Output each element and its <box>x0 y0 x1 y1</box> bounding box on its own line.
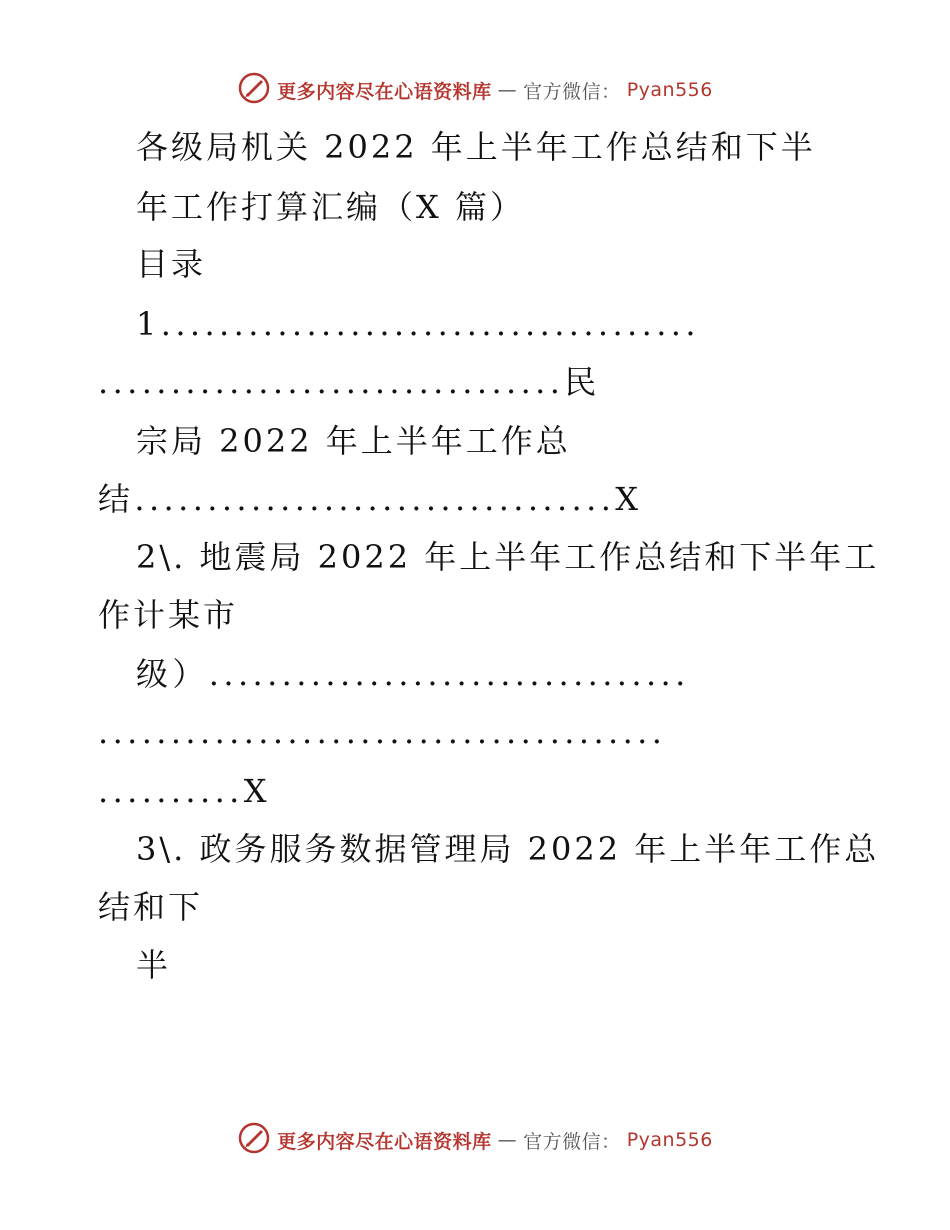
quill-pen-logo-icon <box>237 1121 271 1160</box>
watermark-main-text: 更多内容尽在心语资料库 <box>277 1130 492 1153</box>
toc-line: 结.................................X <box>98 480 643 518</box>
watermark-sub-text: 官方微信： <box>523 1130 621 1153</box>
toc-line: ................................民 <box>98 363 601 401</box>
footer-watermark <box>0 1122 950 1158</box>
document-title-line-1: 各级局机关 2022 年上半年工作总结和下半 <box>136 128 816 166</box>
document-title-line-2: 年工作打算汇编（X 篇） <box>136 188 525 226</box>
watermark-wechat-id: Pyan556 <box>626 1129 713 1151</box>
watermark-dash: — <box>497 1129 518 1151</box>
toc-line: 半 <box>136 946 172 984</box>
toc-line: 3\. 政务服务数据管理局 2022 年上半年工作总 <box>136 830 880 868</box>
watermark-sub-text: 官方微信： <box>523 80 621 103</box>
toc-line: ....................................... <box>98 713 667 751</box>
toc-heading: 目录 <box>136 245 207 283</box>
toc-line: 结和下 <box>98 888 204 926</box>
toc-line: 作计某市 <box>98 596 239 634</box>
watermark-main-text: 更多内容尽在心语资料库 <box>277 80 492 103</box>
watermark-wechat-id: Pyan556 <box>626 79 713 101</box>
toc-line: ..........X <box>98 772 271 810</box>
toc-line: 1..................................... <box>136 305 700 343</box>
toc-line: 2\. 地震局 2022 年上半年工作总结和下半年工 <box>136 538 880 576</box>
toc-line: 宗局 2022 年上半年工作总 <box>136 422 571 460</box>
toc-line: 级）................................. <box>136 655 690 693</box>
watermark-dash: — <box>497 79 518 101</box>
